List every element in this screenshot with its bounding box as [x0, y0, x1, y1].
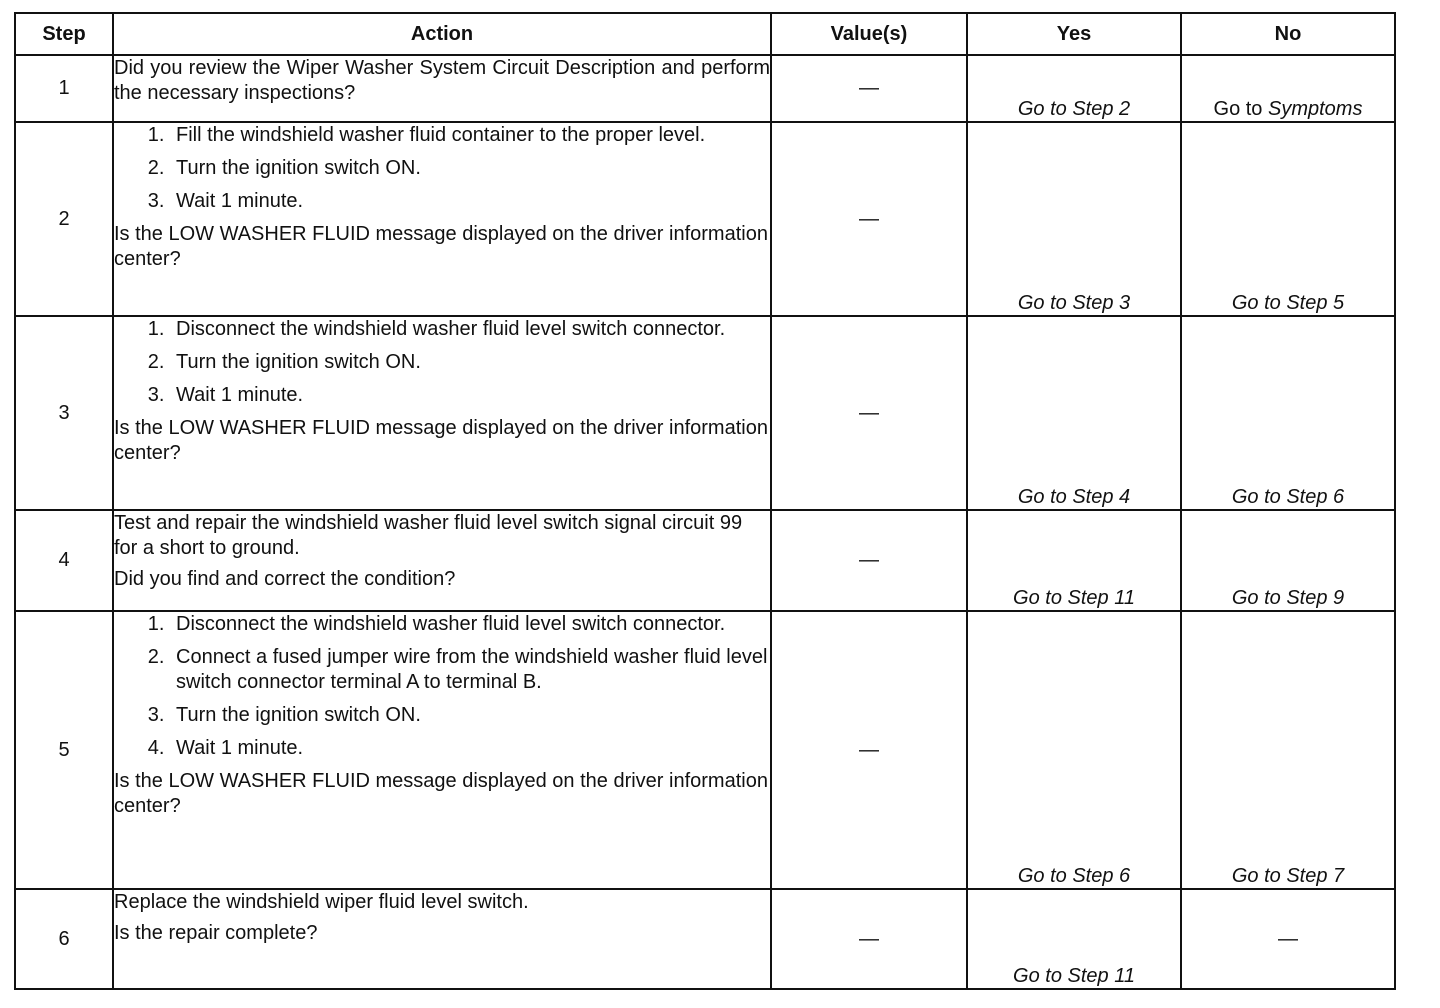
action-question: Did you review the Wiper Washer System Circuit Description and perform the necessary inspections? [114, 57, 770, 104]
value-cell: — [771, 316, 967, 510]
action-question: Is the LOW WASHER FLUID message displayed on the driver information center? [114, 223, 768, 270]
table-row [15, 55, 1395, 122]
header-step: Step [15, 13, 113, 55]
action-question: Is the repair complete? [114, 922, 318, 944]
no-cell: Go to Step 9 [1181, 510, 1395, 611]
no-link-symptoms: Symptoms [1268, 98, 1363, 120]
step-number: 1 [15, 55, 113, 122]
step-number: 6 [15, 889, 113, 989]
action-cell [113, 889, 771, 989]
header-no: No [1181, 13, 1395, 55]
table-row [15, 510, 1395, 611]
action-question: Is the LOW WASHER FLUID message displayed on the driver information center? [114, 417, 768, 464]
list-item: 1. Disconnect the windshield washer fluid level switch connector. [170, 317, 770, 342]
step-number: 4 [15, 510, 113, 611]
table-row [15, 611, 1395, 889]
action-cell [113, 55, 771, 122]
header-yes: Yes [967, 13, 1181, 55]
no-cell: Go to Step 5 [1181, 122, 1395, 316]
action-steps [114, 123, 770, 214]
yes-cell: Go to Step 11 [967, 889, 1181, 989]
no-cell: Go to Step 6 [1181, 316, 1395, 510]
value-cell: — [771, 611, 967, 889]
value-cell: — [771, 889, 967, 989]
list-item: 2. Connect a fused jumper wire from the windshield washer fluid level switch connector terminal A to terminal B. [170, 645, 770, 695]
table-row [15, 889, 1395, 989]
value-cell: — [771, 122, 967, 316]
yes-cell: Go to Step 6 [967, 611, 1181, 889]
header-values: Value(s) [771, 13, 967, 55]
diagnostic-table [14, 12, 1396, 990]
list-item: 4. Wait 1 minute. [170, 736, 770, 761]
action-cell [113, 316, 771, 510]
step-number: 3 [15, 316, 113, 510]
action-intro: Replace the windshield wiper fluid level switch. [114, 891, 529, 913]
no-cell: — [1181, 889, 1395, 989]
value-cell: — [771, 55, 967, 122]
list-item: 1. Disconnect the windshield washer fluid level switch connector. [170, 612, 770, 637]
action-cell [113, 122, 771, 316]
list-item: 2. Turn the ignition switch ON. [170, 350, 770, 375]
header-action: Action [113, 13, 771, 55]
list-item: 3. Wait 1 minute. [170, 189, 770, 214]
yes-cell: Go to Step 11 [967, 510, 1181, 611]
action-question: Did you find and correct the condition? [114, 568, 456, 590]
action-cell [113, 510, 771, 611]
list-item: 3. Turn the ignition switch ON. [170, 703, 770, 728]
table-row [15, 122, 1395, 316]
value-cell: — [771, 510, 967, 611]
table-row [15, 316, 1395, 510]
list-item: 2. Turn the ignition switch ON. [170, 156, 770, 181]
yes-cell: Go to Step 4 [967, 316, 1181, 510]
no-cell [1181, 55, 1395, 122]
action-steps [114, 612, 770, 761]
yes-cell: Go to Step 3 [967, 122, 1181, 316]
step-number: 5 [15, 611, 113, 889]
list-item: 1. Fill the windshield washer fluid container to the proper level. [170, 123, 770, 148]
action-intro: Test and repair the windshield washer fluid level switch signal circuit 99 for a short to ground. [114, 512, 743, 559]
header-row [15, 13, 1395, 55]
action-cell [113, 611, 771, 889]
list-item: 3. Wait 1 minute. [170, 383, 770, 408]
step-number: 2 [15, 122, 113, 316]
action-steps [114, 317, 770, 408]
no-prefix: Go to [1213, 98, 1268, 120]
yes-cell: Go to Step 2 [967, 55, 1181, 122]
no-cell: Go to Step 7 [1181, 611, 1395, 889]
action-question: Is the LOW WASHER FLUID message displayed on the driver information center? [114, 770, 768, 817]
